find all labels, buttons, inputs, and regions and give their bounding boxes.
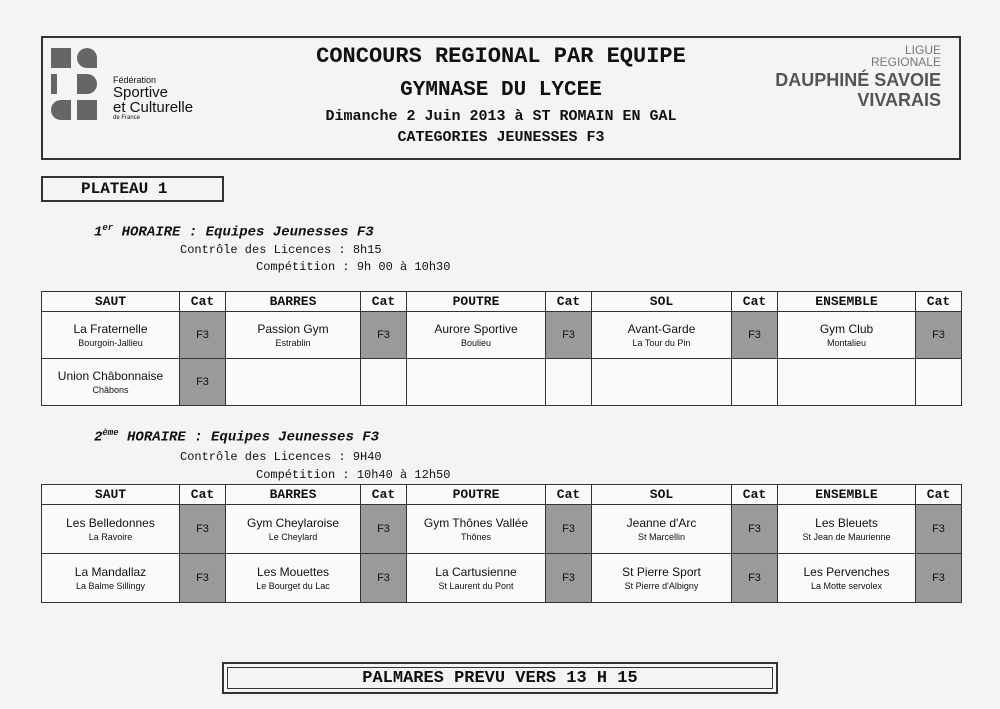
- column-header: Cat: [732, 292, 778, 312]
- category-cell: F3: [361, 554, 407, 603]
- region-line: DAUPHINÉ SAVOIE: [775, 70, 941, 90]
- logo-square: [77, 100, 97, 120]
- team-cell: [778, 554, 916, 603]
- team-town: Bourgoin-Jallieu: [78, 337, 143, 348]
- column-header: BARRES: [226, 292, 361, 312]
- team-town: St Pierre d'Albigny: [624, 580, 699, 591]
- horaire-1-title: [94, 223, 374, 241]
- federation-line: Sportive: [113, 84, 169, 101]
- team-cell: [407, 554, 546, 603]
- competition-1: Compétition : 9h 00 à 10h30: [256, 260, 451, 274]
- team-cell: [407, 312, 546, 359]
- category-cell: F3: [546, 554, 592, 603]
- ligue-line: LIGUE: [904, 43, 941, 57]
- column-header: SOL: [592, 292, 732, 312]
- horaire-text: HORAIRE : Equipes Jeunesses F3: [127, 429, 380, 446]
- column-header: SOL: [592, 485, 732, 505]
- palmares-box: [222, 662, 778, 694]
- column-header: Cat: [361, 485, 407, 505]
- table-row: [42, 312, 962, 359]
- team-cell: [42, 312, 180, 359]
- team-town: Le Cheylard: [268, 531, 318, 542]
- team-name: Jeanne d'Arc: [626, 515, 697, 530]
- column-header: Cat: [361, 292, 407, 312]
- team-cell: [226, 554, 361, 603]
- team-town: Châbons: [92, 384, 129, 395]
- team-cell: [592, 312, 732, 359]
- page-title: CONCOURS REGIONAL PAR EQUIPE: [316, 44, 686, 69]
- team-name: Les Pervenches: [803, 564, 890, 579]
- competition-2: Compétition : 10h40 à 12h50: [256, 468, 451, 482]
- team-cell: [778, 505, 916, 554]
- team-name: Avant-Garde: [627, 321, 696, 336]
- header-box: [41, 36, 961, 160]
- schedule-table-1: [41, 291, 962, 406]
- team-town: Boulieu: [460, 337, 492, 348]
- ligue-label: [771, 44, 941, 68]
- logo-square: [51, 48, 71, 68]
- team-cell: [592, 554, 732, 603]
- column-header: POUTRE: [407, 485, 546, 505]
- column-header: ENSEMBLE: [778, 485, 916, 505]
- controle-1: Contrôle des Licences : 8h15: [180, 243, 382, 257]
- team-cell: [407, 505, 546, 554]
- category-cell: F3: [916, 505, 962, 554]
- team-town: Montalieu: [826, 337, 867, 348]
- team-cell: [42, 505, 180, 554]
- schedule-table-2: [41, 484, 962, 603]
- team-cell: [778, 312, 916, 359]
- team-town: La Balme Sillingy: [75, 580, 146, 591]
- column-header: Cat: [546, 292, 592, 312]
- team-name: Aurore Sportive: [434, 321, 518, 336]
- palmares-text: PALMARES PREVU VERS 13 H 15: [227, 667, 773, 689]
- category-cell: F3: [916, 554, 962, 603]
- team-cell: [42, 359, 180, 406]
- team-town: St Marcellin: [637, 531, 685, 542]
- team-town: St Laurent du Pont: [438, 580, 514, 591]
- category-cell: F3: [361, 505, 407, 554]
- logo-square: [51, 74, 57, 94]
- federation-line: de France: [113, 115, 141, 121]
- team-town: La Motte servolex: [810, 580, 883, 591]
- category-cell: F3: [732, 505, 778, 554]
- category-cell: F3: [732, 554, 778, 603]
- team-town: Thônes: [460, 531, 492, 542]
- plateau-label: PLATEAU 1: [41, 176, 224, 202]
- team-name: Gym Cheylaroise: [246, 515, 340, 530]
- team-name: Passion Gym: [257, 321, 329, 336]
- horaire-ordinal: 2: [94, 429, 103, 446]
- team-town: La Ravoire: [88, 531, 133, 542]
- federation-line: Fédération: [113, 75, 157, 85]
- column-header: SAUT: [42, 485, 180, 505]
- team-cell: [226, 312, 361, 359]
- table-row: [42, 359, 962, 406]
- category-cell: [732, 359, 778, 406]
- column-header: SAUT: [42, 292, 180, 312]
- column-header: Cat: [180, 292, 226, 312]
- team-name: Gym Thônes Vallée: [423, 515, 529, 530]
- region-name: [771, 70, 941, 110]
- federation-name: [113, 76, 193, 121]
- team-town: Estrablin: [275, 337, 311, 348]
- category-cell: F3: [180, 359, 226, 406]
- category-title: CATEGORIES JEUNESSES F3: [397, 129, 605, 146]
- horaire-text: HORAIRE : Equipes Jeunesses F3: [121, 224, 374, 241]
- team-cell: [42, 554, 180, 603]
- column-header: Cat: [916, 485, 962, 505]
- team-name: La Cartusienne: [435, 564, 517, 579]
- team-cell: [407, 359, 546, 406]
- category-cell: F3: [732, 312, 778, 359]
- table-row: [42, 554, 962, 603]
- team-cell: [592, 359, 732, 406]
- team-name: Les Mouettes: [256, 564, 330, 579]
- column-header: POUTRE: [407, 292, 546, 312]
- category-cell: F3: [916, 312, 962, 359]
- column-header: BARRES: [226, 485, 361, 505]
- logo-square: [77, 74, 97, 94]
- team-name: Gym Club: [819, 321, 874, 336]
- column-header: Cat: [546, 485, 592, 505]
- team-cell: [778, 359, 916, 406]
- horaire-sup: ème: [102, 428, 119, 438]
- team-cell: [226, 505, 361, 554]
- team-name: St Pierre Sport: [622, 564, 701, 579]
- category-cell: [546, 359, 592, 406]
- logo-square: [77, 48, 97, 68]
- team-town: La Tour du Pin: [632, 337, 691, 348]
- team-name: La Mandallaz: [74, 564, 147, 579]
- ligue-line: REGIONALE: [870, 55, 941, 69]
- team-cell: [226, 359, 361, 406]
- column-header: Cat: [916, 292, 962, 312]
- category-cell: F3: [180, 505, 226, 554]
- category-cell: F3: [180, 312, 226, 359]
- team-name: Union Châbonnaise: [57, 368, 164, 383]
- team-name: La Fraternelle: [73, 321, 148, 336]
- team-cell: [592, 505, 732, 554]
- venue-title: GYMNASE DU LYCEE: [400, 79, 602, 102]
- team-name: Les Bleuets: [815, 515, 878, 530]
- ligue-logo: [771, 44, 941, 110]
- category-cell: F3: [180, 554, 226, 603]
- team-town: Le Bourget du Lac: [256, 580, 330, 591]
- column-header: Cat: [180, 485, 226, 505]
- table-row: [42, 505, 962, 554]
- category-cell: F3: [361, 312, 407, 359]
- header-titles: [243, 42, 759, 146]
- region-line: VIVARAIS: [857, 90, 941, 110]
- federation-line: et Culturelle: [113, 99, 194, 116]
- category-cell: F3: [546, 505, 592, 554]
- column-header: ENSEMBLE: [778, 292, 916, 312]
- horaire-sup: er: [102, 223, 114, 233]
- column-header: Cat: [732, 485, 778, 505]
- logo-square: [51, 100, 71, 120]
- horaire-ordinal: 1: [94, 224, 103, 241]
- fscf-logo: [49, 44, 199, 124]
- team-name: Les Belledonnes: [66, 515, 155, 530]
- category-cell: [916, 359, 962, 406]
- category-cell: F3: [546, 312, 592, 359]
- horaire-2-title: [94, 428, 379, 446]
- controle-2: Contrôle des Licences : 9H40: [180, 450, 382, 464]
- category-cell: [361, 359, 407, 406]
- team-town: St Jean de Maurienne: [802, 531, 891, 542]
- date-place: Dimanche 2 Juin 2013 à ST ROMAIN EN GAL: [325, 108, 677, 125]
